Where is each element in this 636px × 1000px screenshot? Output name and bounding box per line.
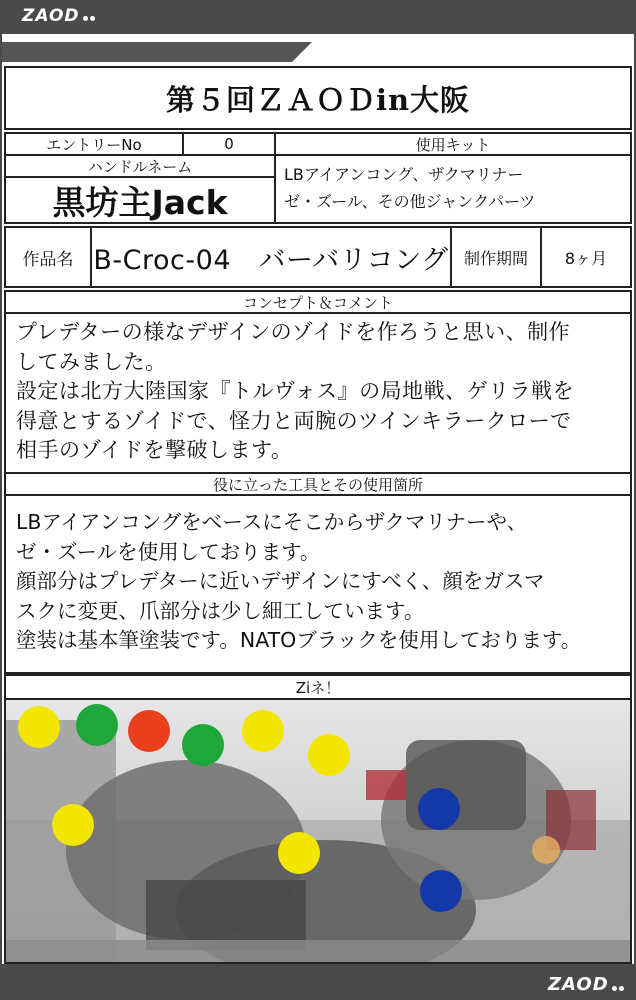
- zine-label-cell: [4, 674, 632, 700]
- kit-value-cell: [274, 154, 632, 224]
- tools-line: スクに変更、爪部分は少し細工しています。: [16, 598, 425, 623]
- zine-label: Ziネ！: [295, 678, 341, 697]
- tools-label: 役に立った工具とその使用箇所: [212, 475, 423, 494]
- vote-sticker-green: [182, 724, 224, 766]
- period-label: 制作期間: [463, 248, 528, 268]
- zaod-logo-top: ZAOD: [22, 6, 96, 26]
- page-title: 第５回ＺＡＯＤin大阪: [165, 82, 471, 117]
- logo-dots-icon: [82, 6, 96, 26]
- period-label-cell: [450, 226, 542, 288]
- header-stripe-shape: [2, 42, 634, 62]
- model-photo: [4, 698, 632, 964]
- vote-sticker-blue: [418, 788, 460, 830]
- tools-line: LBアイアンコングをベースにそこからザクマリナーや、: [16, 510, 528, 534]
- entry-label-cell: [4, 132, 184, 156]
- vote-sticker-blue: [420, 870, 462, 912]
- concept-line: プレデターの様なデザインのゾイドを作ろうと思い、制作: [16, 320, 571, 344]
- period-value: 8ヶ月: [564, 248, 608, 268]
- vote-sticker-yellow: [18, 706, 60, 748]
- entry-value-cell: [182, 132, 276, 156]
- tools-line: 顔部分はプレデターに近いデザインにすべく、顔をガスマ: [16, 569, 545, 593]
- concept-label-cell: [4, 290, 632, 314]
- work-value-cell: [90, 226, 452, 288]
- concept-label: コンセプト＆コメント: [242, 293, 393, 312]
- handle-label-cell: [4, 154, 276, 178]
- entry-label: エントリーNo: [46, 135, 142, 154]
- vote-sticker-green: [76, 704, 118, 746]
- tools-line: ゼ・ズールを使用しております。: [16, 539, 321, 564]
- handle-value-cell: [4, 176, 276, 224]
- kit-list: [284, 161, 535, 215]
- entry-value: 0: [224, 135, 234, 153]
- title-box: [4, 66, 632, 130]
- handle-name: 黒坊主Jack: [52, 182, 228, 222]
- concept-line: 得意とするゾイドで、怪力と両腕のツインキラークローで: [16, 408, 572, 433]
- kit-label-cell: [274, 132, 632, 156]
- vote-sticker-yellow: [52, 804, 94, 846]
- kit-label: 使用キット: [415, 135, 491, 154]
- period-value-cell: [540, 226, 632, 288]
- vote-sticker-red: [128, 710, 170, 752]
- concept-body: [4, 312, 632, 494]
- vote-sticker-yellow: [242, 710, 284, 752]
- concept-line: 相手のゾイドを撃破します。: [16, 438, 293, 462]
- header-stripe: [2, 42, 634, 62]
- kit-line: LBアイアンコング、ザクマリナー: [284, 165, 524, 184]
- tools-body: [4, 494, 632, 674]
- vote-sticker-yellow: [308, 734, 350, 776]
- tools-line: 塗装は基本筆塗装です。NATOブラックを使用しております。: [16, 628, 582, 652]
- work-label: 作品名: [22, 249, 74, 270]
- zaod-logo-bottom: ZAOD: [548, 974, 625, 996]
- concept-line: してみました。: [16, 349, 167, 374]
- work-name: B-Croc-04 バーバリコング: [93, 244, 449, 276]
- kit-line: ゼ・ズール、その他ジャンクパーツ: [284, 192, 536, 211]
- vote-sticker-yellow: [278, 832, 320, 874]
- concept-line: 設定は北方大陸国家『トルヴォス』の局地戦、ゲリラ戦を: [16, 379, 575, 403]
- work-label-cell: [4, 226, 92, 288]
- logo-dots-icon: [611, 975, 625, 996]
- handle-label: ハンドルネーム: [87, 157, 193, 176]
- tools-label-cell: [4, 472, 632, 496]
